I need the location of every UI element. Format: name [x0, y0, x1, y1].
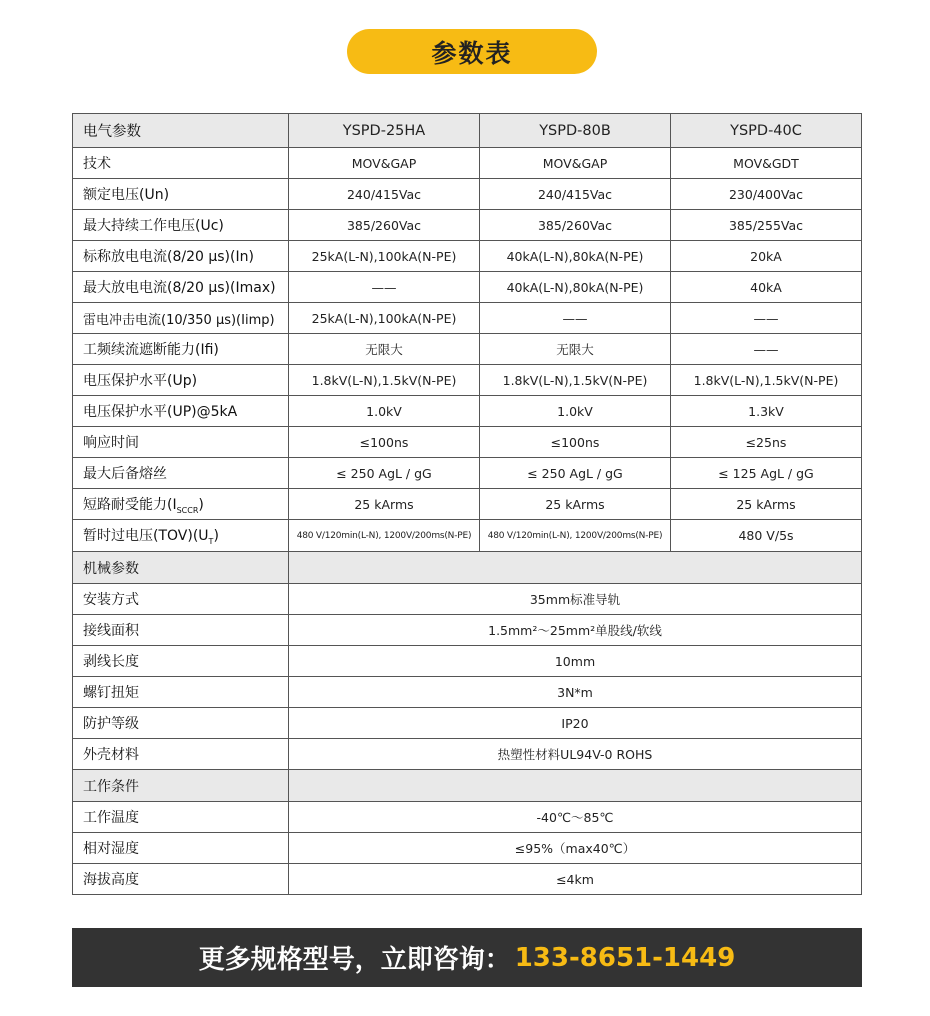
table-row — [73, 272, 862, 303]
row-label-end: ) — [198, 496, 204, 513]
row-label: 外壳材料 — [73, 739, 289, 770]
contact-banner — [72, 928, 862, 987]
row-label: 标称放电电流(8/20 µs)(In) — [73, 241, 289, 272]
cell-value: 385/260Vac — [480, 210, 671, 241]
working-header-row — [73, 770, 862, 802]
cell-value: 240/415Vac — [289, 179, 480, 210]
cell-value: 3N*m — [289, 677, 862, 708]
cell-value: —— — [289, 272, 480, 303]
cell-value: 1.0kV — [480, 396, 671, 427]
cell-value: 240/415Vac — [480, 179, 671, 210]
cell-value: IP20 — [289, 708, 862, 739]
section-header-blank — [289, 552, 862, 584]
cell-value: -40℃～85℃ — [289, 802, 862, 833]
cell-value: 40kA(L-N),80kA(N-PE) — [480, 241, 671, 272]
cell-value: 25 kArms — [480, 489, 671, 520]
model-header: YSPD-40C — [671, 114, 862, 148]
model-header: YSPD-25HA — [289, 114, 480, 148]
cell-value: —— — [671, 303, 862, 334]
cell-value: ≤100ns — [480, 427, 671, 458]
row-label — [73, 520, 289, 552]
table-row — [73, 584, 862, 615]
cell-value: ≤ 125 AgL / gG — [671, 458, 862, 489]
row-label: 电压保护水平(Up) — [73, 365, 289, 396]
cell-value: ≤25ns — [671, 427, 862, 458]
electrical-header-row — [73, 114, 862, 148]
cell-value: —— — [480, 303, 671, 334]
row-label: 安装方式 — [73, 584, 289, 615]
cell-value: 25kA(L-N),100kA(N-PE) — [289, 303, 480, 334]
cell-value: —— — [671, 334, 862, 365]
table-row — [73, 179, 862, 210]
cell-value: 25 kArms — [671, 489, 862, 520]
row-label: 相对湿度 — [73, 833, 289, 864]
row-label: 工频续流遮断能力(Ifi) — [73, 334, 289, 365]
cell-value: 1.3kV — [671, 396, 862, 427]
row-label-text: 暂时过电压(TOV)(U — [83, 528, 209, 545]
cell-value: 480 V/120min(L-N), 1200V/200ms(N-PE) — [289, 520, 480, 552]
row-label: 螺钉扭矩 — [73, 677, 289, 708]
cell-value: 25 kArms — [289, 489, 480, 520]
cell-value: 无限大 — [289, 334, 480, 365]
cell-value: 无限大 — [480, 334, 671, 365]
row-label-text: 短路耐受能力(I — [83, 496, 177, 513]
cell-value: 1.5mm²～25mm²单股线/软线 — [289, 615, 862, 646]
cell-value: 35mm标准导轨 — [289, 584, 862, 615]
table-row — [73, 396, 862, 427]
table-row — [73, 615, 862, 646]
table-row — [73, 520, 862, 552]
cell-value: 230/400Vac — [671, 179, 862, 210]
row-label: 电压保护水平(UP)@5kA — [73, 396, 289, 427]
cell-value: 385/255Vac — [671, 210, 862, 241]
row-label: 额定电压(Un) — [73, 179, 289, 210]
table-row — [73, 646, 862, 677]
cell-value: 1.0kV — [289, 396, 480, 427]
row-label: 剥线长度 — [73, 646, 289, 677]
cell-value: ≤100ns — [289, 427, 480, 458]
row-label-end: ) — [213, 528, 219, 545]
table-row — [73, 334, 862, 365]
cell-value: 480 V/5s — [671, 520, 862, 552]
cell-value: 1.8kV(L-N),1.5kV(N-PE) — [480, 365, 671, 396]
table-row — [73, 458, 862, 489]
table-row — [73, 489, 862, 520]
spec-table — [72, 113, 862, 895]
cell-value: ≤ 250 AgL / gG — [289, 458, 480, 489]
cell-value: ≤95%（max40℃） — [289, 833, 862, 864]
table-row — [73, 833, 862, 864]
cell-value: ≤ 250 AgL / gG — [480, 458, 671, 489]
cell-value: 20kA — [671, 241, 862, 272]
row-label — [73, 489, 289, 520]
row-label: 响应时间 — [73, 427, 289, 458]
banner-text: 更多规格型号，立即咨询： — [198, 945, 511, 975]
page-title: 参数表 — [347, 29, 597, 74]
row-label: 防护等级 — [73, 708, 289, 739]
table-row — [73, 739, 862, 770]
cell-value: 10mm — [289, 646, 862, 677]
table-row — [73, 802, 862, 833]
row-label: 海拔高度 — [73, 864, 289, 895]
cell-value: MOV&GDT — [671, 148, 862, 179]
section-header-blank — [289, 770, 862, 802]
cell-value: ≤4km — [289, 864, 862, 895]
table-row — [73, 210, 862, 241]
cell-value: 385/260Vac — [289, 210, 480, 241]
cell-value: 40kA(L-N),80kA(N-PE) — [480, 272, 671, 303]
cell-value: 40kA — [671, 272, 862, 303]
row-label-subscript: SCCR — [176, 505, 199, 515]
table-row — [73, 864, 862, 895]
table-row — [73, 303, 862, 334]
table-row — [73, 365, 862, 396]
working-section-header: 工作条件 — [73, 770, 289, 802]
cell-value: 25kA(L-N),100kA(N-PE) — [289, 241, 480, 272]
row-label: 技术 — [73, 148, 289, 179]
cell-value: 1.8kV(L-N),1.5kV(N-PE) — [289, 365, 480, 396]
cell-value: 热塑性材料UL94V-0 ROHS — [289, 739, 862, 770]
table-row — [73, 427, 862, 458]
table-row — [73, 708, 862, 739]
row-label: 工作温度 — [73, 802, 289, 833]
row-label: 最大持续工作电压(Uc) — [73, 210, 289, 241]
row-label: 雷电冲击电流(10/350 µs)(Iimp) — [73, 303, 289, 334]
electrical-section-header: 电气参数 — [73, 114, 289, 148]
table-row — [73, 241, 862, 272]
table-row — [73, 148, 862, 179]
phone-number[interactable]: 133-8651-1449 — [514, 942, 736, 973]
mechanical-section-header: 机械参数 — [73, 552, 289, 584]
cell-value: MOV&GAP — [480, 148, 671, 179]
row-label: 接线面积 — [73, 615, 289, 646]
row-label: 最大后备熔丝 — [73, 458, 289, 489]
model-header: YSPD-80B — [480, 114, 671, 148]
row-label-subscript: T — [208, 536, 214, 546]
cell-value: 480 V/120min(L-N), 1200V/200ms(N-PE) — [480, 520, 671, 552]
mechanical-header-row — [73, 552, 862, 584]
cell-value: MOV&GAP — [289, 148, 480, 179]
table-row — [73, 677, 862, 708]
row-label: 最大放电电流(8/20 µs)(Imax) — [73, 272, 289, 303]
cell-value: 1.8kV(L-N),1.5kV(N-PE) — [671, 365, 862, 396]
